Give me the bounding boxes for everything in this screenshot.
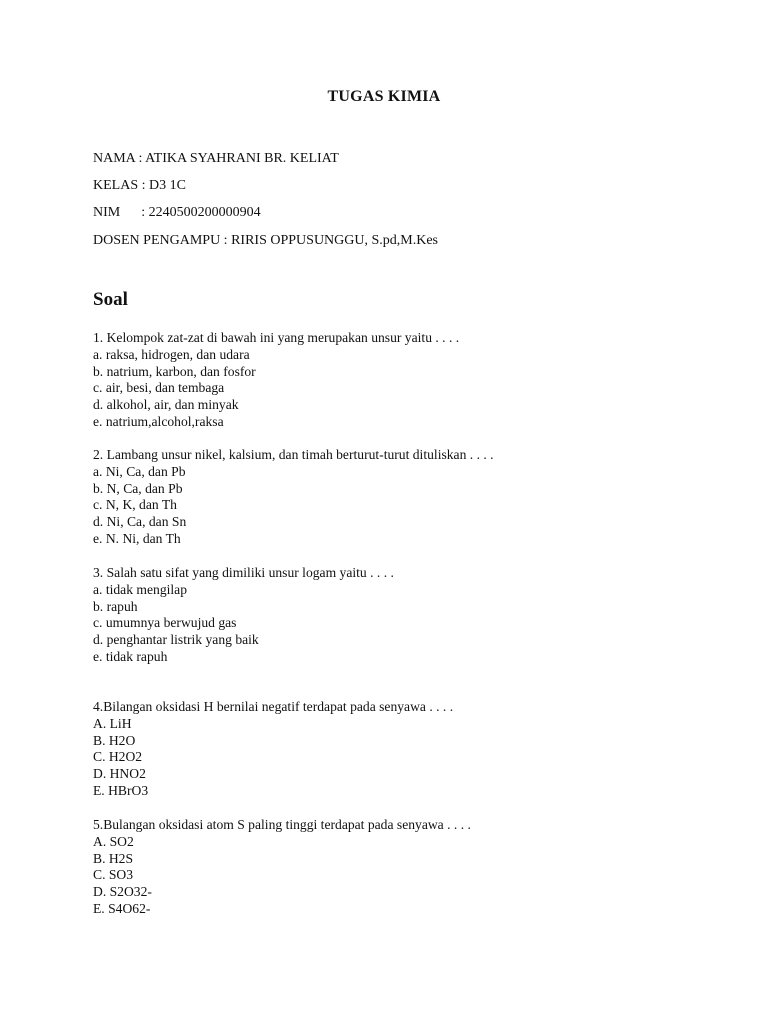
answer-option: d. penghantar listrik yang baik — [93, 632, 259, 648]
answer-option: C. H2O2 — [93, 749, 143, 765]
answer-option: b. N, Ca, dan Pb — [93, 480, 183, 496]
student-name: NAMA : ATIKA SYAHRANI BR. KELIAT — [93, 151, 339, 166]
student-nim: NIM : 2240500200000904 — [93, 205, 261, 220]
question-4 — [93, 699, 733, 800]
question-text: 2. Lambang unsur nikel, kalsium, dan timah berturut-turut dituliskan . . . . — [93, 447, 494, 462]
question-text: 5.Bulangan oksidasi atom S paling tinggi terdapat pada senyawa . . . . — [93, 817, 471, 832]
answer-option: e. natrium,alcohol,raksa — [93, 413, 224, 429]
document-title: TUGAS KIMIA — [327, 88, 441, 105]
answer-option: c. N, K, dan Th — [93, 497, 177, 513]
answer-option: D. HNO2 — [93, 766, 146, 782]
question-2 — [93, 447, 733, 548]
question-3 — [93, 565, 733, 666]
question-5 — [93, 817, 733, 918]
answer-option: e. tidak rapuh — [93, 648, 168, 664]
answer-option: A. LiH — [93, 715, 132, 731]
answer-option: d. alkohol, air, dan minyak — [93, 397, 239, 413]
answer-option: b. natrium, karbon, dan fosfor — [93, 363, 256, 379]
answer-option: e. N. Ni, dan Th — [93, 530, 181, 546]
student-class: KELAS : D3 1C — [93, 178, 186, 193]
answer-option: c. air, besi, dan tembaga — [93, 380, 225, 396]
question-text: 1. Kelompok zat-zat di bawah ini yang merupakan unsur yaitu . . . . — [93, 330, 460, 345]
question-text: 4.Bilangan oksidasi H bernilai negatif terdapat pada senyawa . . . . — [93, 699, 454, 714]
answer-option: c. umumnya berwujud gas — [93, 615, 237, 631]
answer-option: B. H2S — [93, 850, 134, 866]
answer-option: a. tidak mengilap — [93, 581, 187, 597]
answer-option: D. S2O32- — [93, 884, 152, 900]
answer-option: A. SO2 — [93, 833, 134, 849]
answer-option: C. SO3 — [93, 867, 134, 883]
answer-option: a. Ni, Ca, dan Pb — [93, 463, 186, 479]
section-heading: Soal — [93, 289, 128, 310]
question-text: 3. Salah satu sifat yang dimiliki unsur logam yaitu . . . . — [93, 565, 394, 580]
answer-option: a. raksa, hidrogen, dan udara — [93, 346, 250, 362]
answer-option: d. Ni, Ca, dan Sn — [93, 514, 187, 530]
question-1 — [93, 330, 733, 431]
answer-option: E. S4O62- — [93, 900, 151, 916]
answer-option: b. rapuh — [93, 598, 138, 614]
answer-option: B. H2O — [93, 732, 136, 748]
answer-option: E. HBrO3 — [93, 782, 149, 798]
lecturer: DOSEN PENGAMPU : RIRIS OPPUSUNGGU, S.pd,M.Kes — [93, 233, 438, 248]
